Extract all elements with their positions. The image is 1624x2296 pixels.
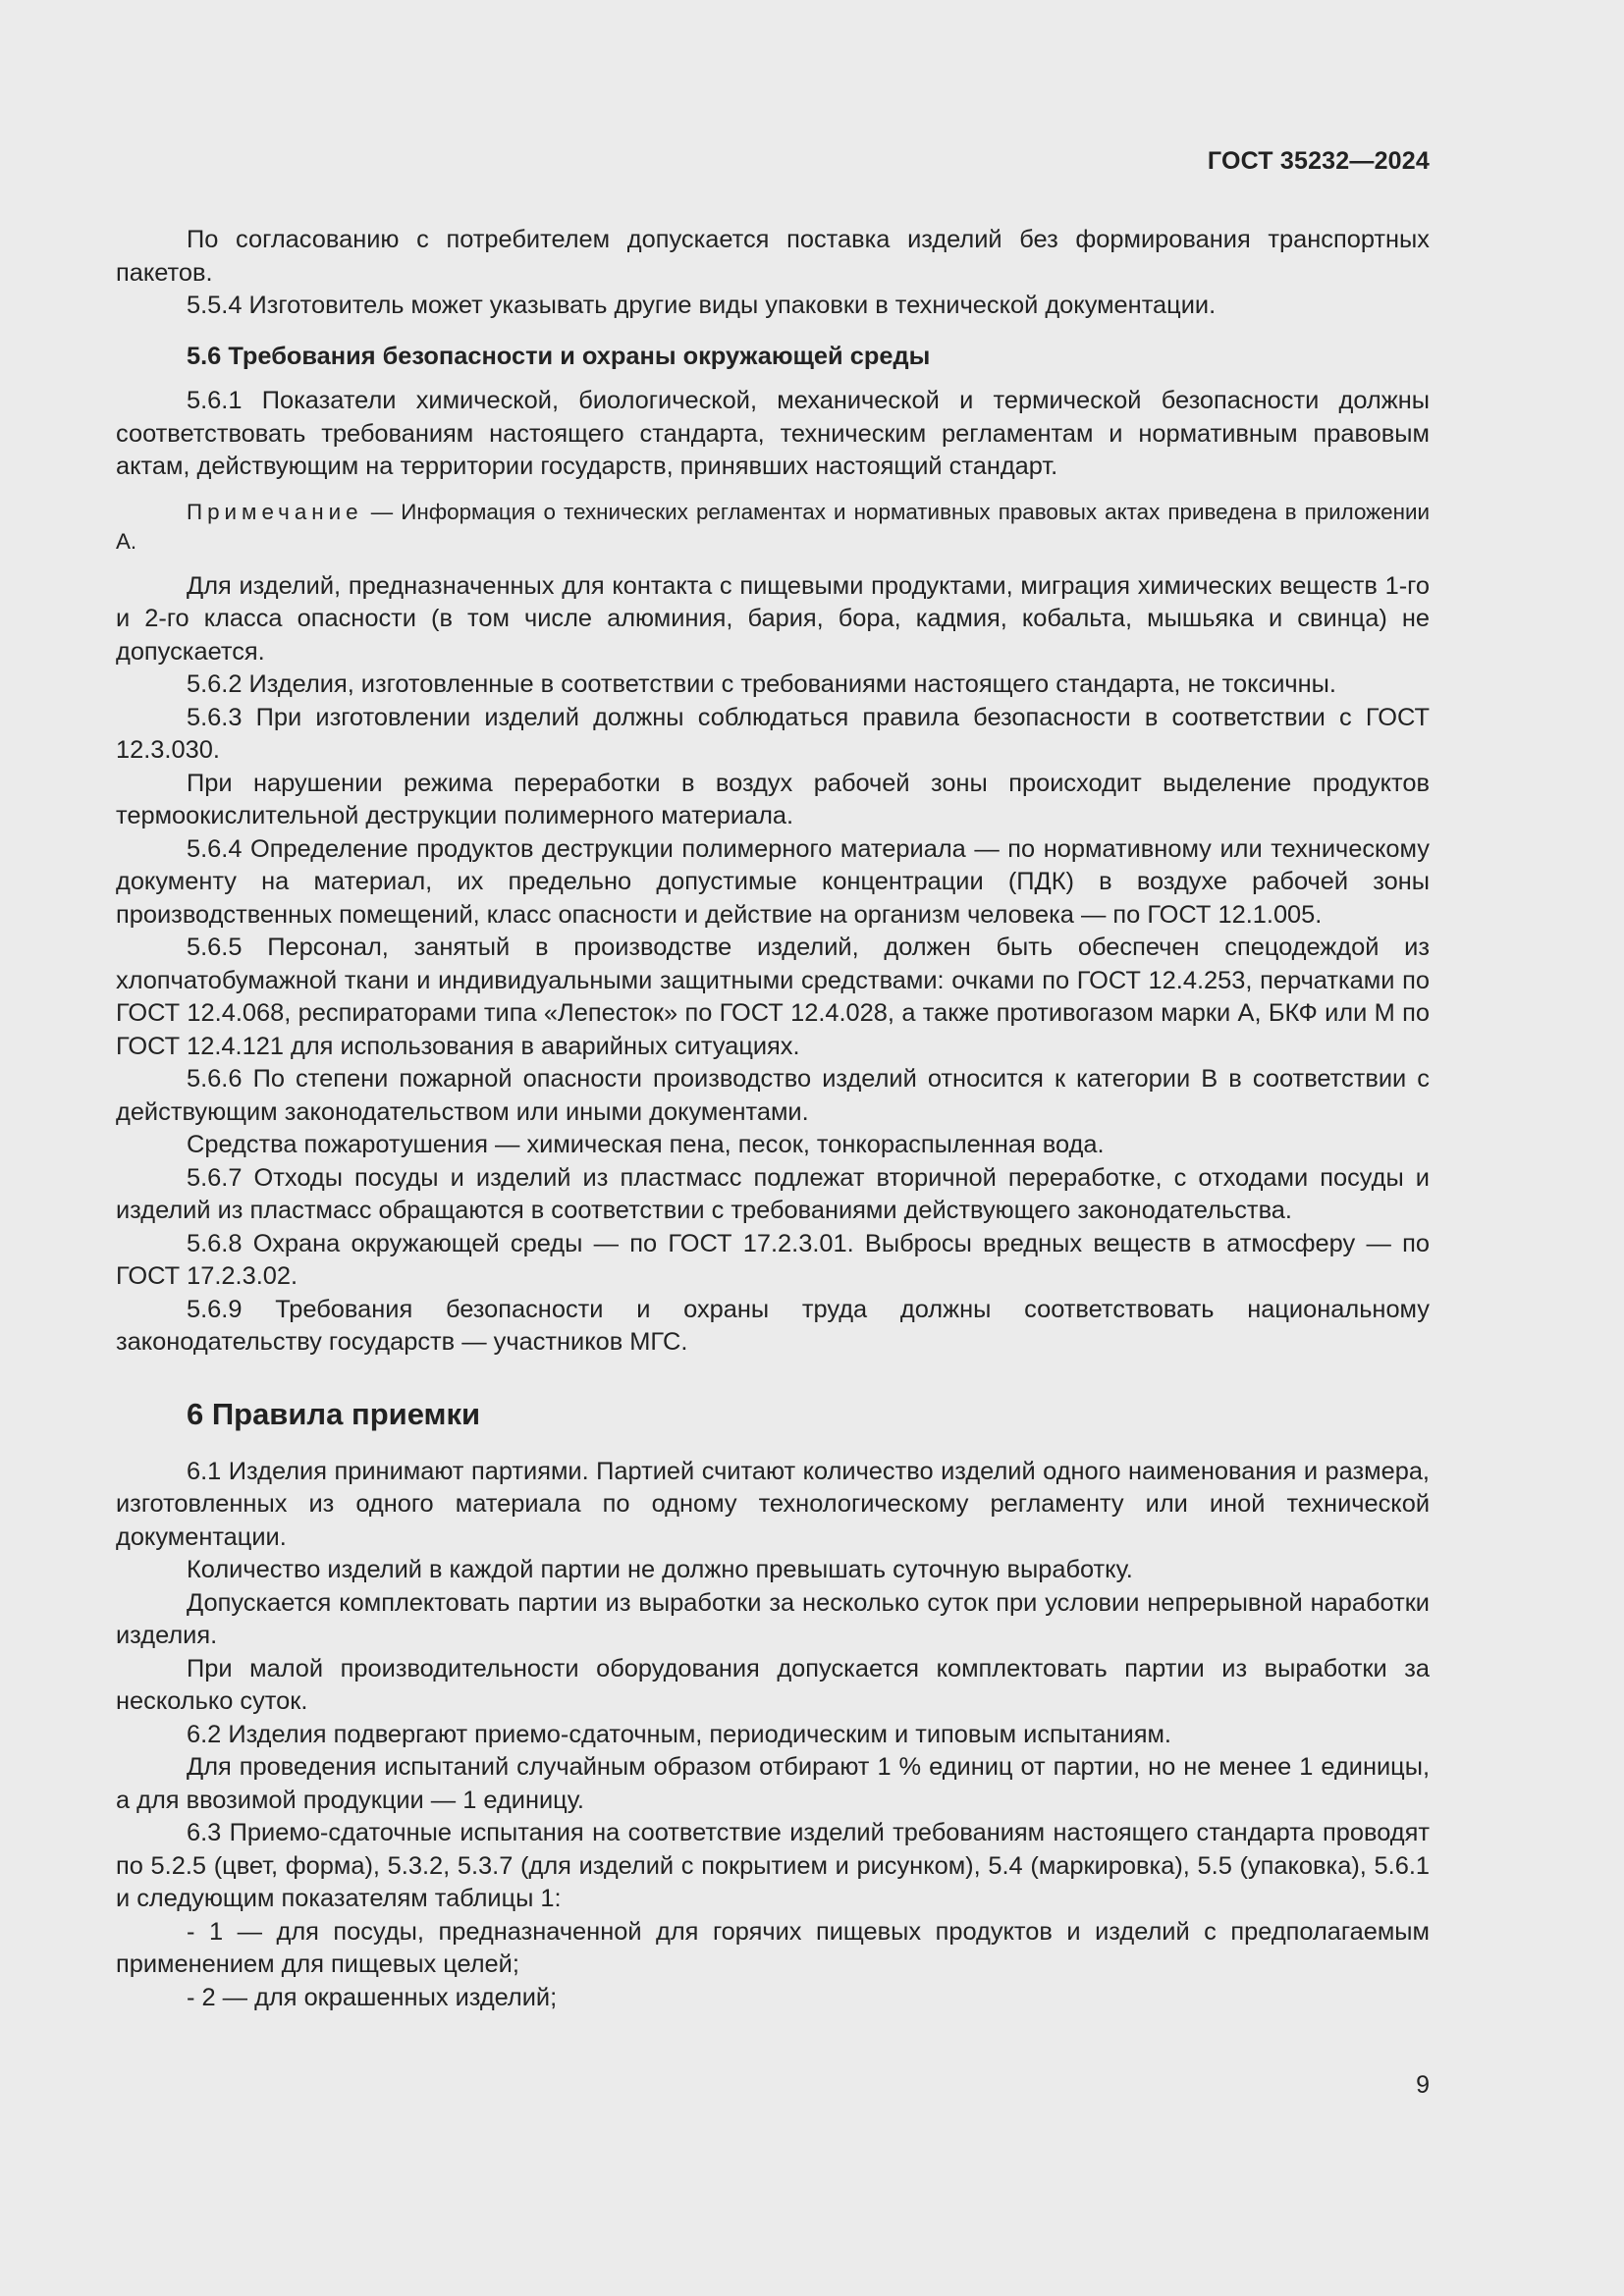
paragraph: 6.1 Изделия принимают партиями. Партией считают количество изделий одного наименования и размера, изготовленных из одного материала по одному технологическому регламенту или иной технической документации. <box>116 1457 1430 1551</box>
paragraph: Для изделий, предназначенных для контакта с пищевыми продуктами, миграция химических веществ 1-го и 2-го класса опасности (в том числе алюминия, бария, бора, кадмия, кобальта, мышьяка и свинца) не допускается. <box>116 571 1430 666</box>
paragraph: Средства пожаротушения — химическая пена, песок, тонкораспыленная вода. <box>187 1131 1105 1158</box>
list-item: - 1 — для посуды, предназначенной для горячих пищевых продуктов и изделий с предполагаемым применением для пищевых целей; <box>116 1917 1430 1978</box>
paragraph: 5.6.6 По степени пожарной опасности производство изделий относится к категории В в соответствии с действующим законодательством или иными документами. <box>116 1065 1430 1126</box>
paragraph: 6.2 Изделия подвергают приемо-сдаточным, периодическим и типовым испытаниям. <box>187 1720 1171 1748</box>
page-content <box>116 224 1430 2014</box>
section-heading-6: 6 Правила приемки <box>187 1396 481 1431</box>
paragraph: 5.6.4 Определение продуктов деструкции полимерного материала — по нормативному или техническому документу на материал, их предельно допустимые концентрации (ПДК) в воздухе рабочей зоны производственных помещений, класс опасности и действие на организм человека — по ГОСТ 12.1.005. <box>116 834 1430 929</box>
paragraph: 5.6.9 Требования безопасности и охраны труда должны соответствовать национальному законодательству государств — участников МГС. <box>116 1295 1430 1356</box>
paragraph: 5.6.1 Показатели химической, биологической, механической и термической безопасности должны соответствовать требованиям настоящего стандарта, техническим регламентам и нормативным правовым актам, действующим на территории государств, принявших настоящий стандарт. <box>116 387 1430 480</box>
note-text: — Информация о технических регламентах и нормативных правовых актах приведена в приложении А. <box>116 499 1430 554</box>
list-item: - 2 — для окрашенных изделий; <box>187 1983 558 2011</box>
paragraph: По согласованию с потребителем допускается поставка изделий без формирования транспортных пакетов. <box>116 226 1430 287</box>
page-number: 9 <box>1416 2071 1430 2099</box>
paragraph: 5.6.8 Охрана окружающей среды — по ГОСТ 17.2.3.01. Выбросы вредных веществ в атмосферу — по ГОСТ 17.2.3.02. <box>116 1229 1430 1290</box>
paragraph: 5.6.3 При изготовлении изделий должны соблюдаться правила безопасности в соответствии с ГОСТ 12.3.030. <box>116 703 1430 764</box>
document-id-header: ГОСТ 35232—2024 <box>1207 147 1430 175</box>
note-label: Примечание <box>187 499 363 524</box>
paragraph: При малой производительности оборудования допускается комплектовать партии из выработки за несколько суток. <box>116 1654 1430 1715</box>
paragraph: Количество изделий в каждой партии не должно превышать суточную выработку. <box>187 1556 1133 1583</box>
paragraph: Допускается комплектовать партии из выработки за несколько суток при условии непрерывной наработки изделия. <box>116 1588 1430 1649</box>
paragraph: 6.3 Приемо-сдаточные испытания на соответствие изделий требованиям настоящего стандарта проводят по 5.2.5 (цвет, форма), 5.3.2, 5.3.7 (для изделий с покрытием и рисунком), 5.4 (маркировка), 5.5 (упаковка), 5.6.1 и следующим показателям таблицы 1: <box>116 1819 1430 1912</box>
paragraph: При нарушении режима переработки в воздух рабочей зоны происходит выделение продуктов термоокислительной деструкции полимерного материала. <box>116 769 1430 829</box>
note <box>116 498 1430 557</box>
paragraph: 5.5.4 Изготовитель может указывать другие виды упаковки в технической документации. <box>187 292 1217 319</box>
paragraph: 5.6.5 Персонал, занятый в производстве изделий, должен быть обеспечен спецодеждой из хлопчатобумажной ткани и индивидуальными защитными средствами: очками по ГОСТ 12.4.253, перчатками по ГОСТ 12.4.068, респираторами типа «Лепесток» по ГОСТ 12.4.028, а также противогазом марки А, БКФ или М по ГОСТ 12.4.121 для использования в аварийных ситуациях. <box>116 934 1430 1060</box>
paragraph: Для проведения испытаний случайным образом отбирают 1 % единиц от партии, но не менее 1 единицы, а для ввозимой продукции — 1 единицу. <box>116 1753 1430 1814</box>
paragraph: 5.6.7 Отходы посуды и изделий из пластмасс подлежат вторичной переработке, с отходами посуды и изделий из пластмасс обращаются в соответствии с требованиями действующего законодательства. <box>116 1163 1430 1224</box>
paragraph: 5.6.2 Изделия, изготовленные в соответствии с требованиями настоящего стандарта, не токсичны. <box>187 670 1336 698</box>
section-heading-5-6: 5.6 Требования безопасности и охраны окружающей среды <box>187 342 931 370</box>
